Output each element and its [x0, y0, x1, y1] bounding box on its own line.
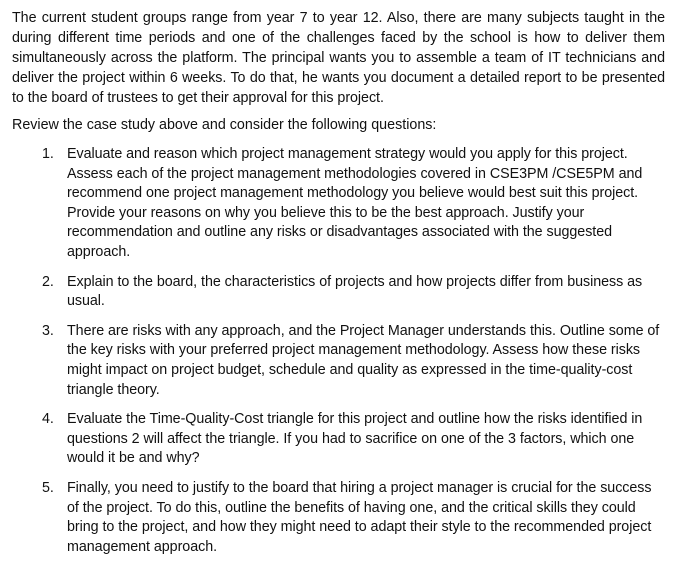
question-number: 5.: [42, 479, 54, 496]
question-text: Evaluate the Time-Quality-Cost triangle for this project and outline how the risks identified in questions 2 will affect the triangle. If you had to sacrifice on one of the 3 factors, which one would it be and why?: [67, 411, 643, 467]
question-number: 3.: [42, 322, 54, 339]
intro-paragraph: The current student groups range from year 7 to year 12. Also, there are many subjects taught in the during different time periods and one of the challenges faced by the school is how to deliver them simultaneously across the platform. The principal wants you to assemble a team of IT technicians and deliver the project within 6 weeks. To do that, he wants you document a detailed report to be presented to the board of trustees to get their approval for this project.: [12, 10, 665, 106]
question-number: 2.: [42, 273, 54, 290]
question-list: [12, 145, 665, 557]
question-item-1: [12, 145, 665, 263]
question-text: There are risks with any approach, and the Project Manager understands this. Outline some of the key risks with your preferred project management methodology. Assess how these risks might impact on project budget, schedule and quality as expressed in the time-quality-cost triangle theory.: [67, 322, 660, 398]
question-text: Explain to the board, the characteristics of projects and how projects differ from business as usual.: [67, 273, 643, 310]
review-prompt: Review the case study above and consider the following questions:: [12, 117, 437, 133]
question-text: Evaluate and reason which project management strategy would you apply for this project. Assess each of the project management methodologies covered in CSE3PM /CSE5PM and recommend one project management methodology you believe would best suit this project. Provide your reasons on why you believe this to be the best approach. Justify your recommendation and outline any risks or disadvantages associated with the suggested approach.: [67, 146, 643, 260]
question-item-4: [12, 410, 665, 469]
question-item-2: [12, 273, 665, 312]
question-item-5: [12, 479, 665, 557]
question-item-3: [12, 322, 665, 400]
question-number: 4.: [42, 411, 54, 428]
question-number: 1.: [42, 146, 54, 162]
question-text: Finally, you need to justify to the board that hiring a project manager is crucial for the success of the project. To do this, outline the benefits of having one, and the critical skills they could bring to the project, and how they might need to adapt their style to the recommended project management approach.: [67, 479, 652, 555]
